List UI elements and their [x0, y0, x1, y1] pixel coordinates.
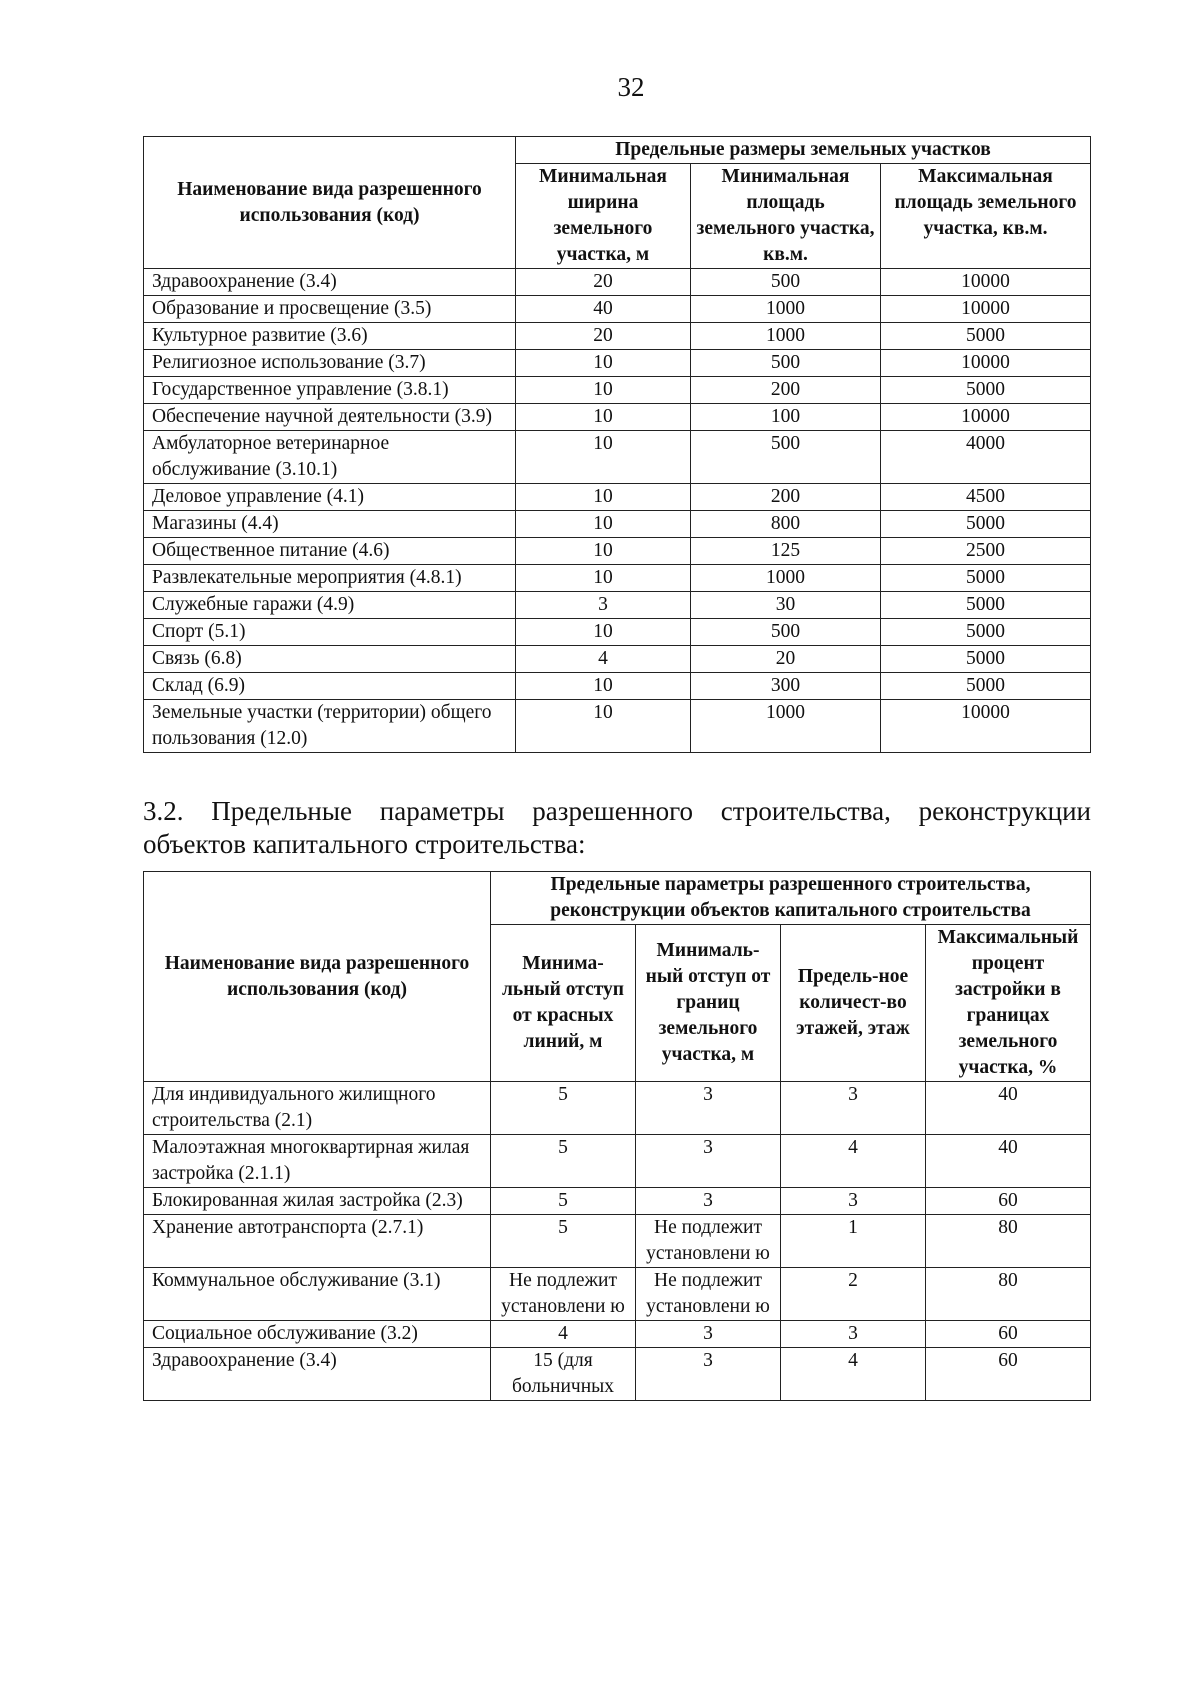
- max-floors-cell: 1: [781, 1215, 926, 1268]
- table-row: [144, 404, 1091, 431]
- min-width-cell: 10: [516, 377, 691, 404]
- row-name: Малоэтажная многоквартирная жилая застройка (2.1.1): [144, 1135, 491, 1188]
- row-name: Спорт (5.1): [144, 619, 516, 646]
- min-width-cell: 10: [516, 565, 691, 592]
- table-row: [144, 511, 1091, 538]
- table2-group-header: Предельные параметры разрешенного строительства, реконструкции объектов капитального строительства: [491, 872, 1091, 925]
- min-area-cell: 500: [691, 350, 881, 377]
- row-name: Склад (6.9): [144, 673, 516, 700]
- max-coverage-cell: 60: [926, 1321, 1091, 1348]
- section-heading-line1: 3.2. Предельные параметры разрешенного строительства, реконструкции: [143, 796, 1091, 826]
- table-row: [144, 323, 1091, 350]
- table-row: [144, 1321, 1091, 1348]
- max-area-cell: 10000: [881, 296, 1091, 323]
- land-plot-size-table: [143, 136, 1091, 753]
- max-floors-cell: 2: [781, 1268, 926, 1321]
- row-name: Магазины (4.4): [144, 511, 516, 538]
- min-area-cell: 1000: [691, 700, 881, 753]
- row-name: Религиозное использование (3.7): [144, 350, 516, 377]
- max-area-cell: 4000: [881, 431, 1091, 484]
- row-name: Социальное обслуживание (3.2): [144, 1321, 491, 1348]
- table-row: [144, 592, 1091, 619]
- min-width-cell: 10: [516, 511, 691, 538]
- row-name: Здравоохранение (3.4): [144, 1348, 491, 1401]
- red-line-setback-cell: 4: [491, 1321, 636, 1348]
- min-area-cell: 300: [691, 673, 881, 700]
- max-coverage-cell: 40: [926, 1082, 1091, 1135]
- red-line-setback-cell: 5: [491, 1188, 636, 1215]
- max-coverage-cell: 80: [926, 1268, 1091, 1321]
- min-area-cell: 500: [691, 269, 881, 296]
- max-area-cell: 4500: [881, 484, 1091, 511]
- table-row: [144, 673, 1091, 700]
- page-number: 32: [617, 72, 645, 102]
- max-area-cell: 5000: [881, 565, 1091, 592]
- min-width-cell: 10: [516, 484, 691, 511]
- boundary-setback-cell: Не подлежит установлени ю: [636, 1268, 781, 1321]
- max-area-cell: 10000: [881, 404, 1091, 431]
- row-name: Для индивидуального жилищного строительства (2.1): [144, 1082, 491, 1135]
- min-area-cell: 500: [691, 431, 881, 484]
- table-row: [144, 377, 1091, 404]
- max-coverage-cell: 40: [926, 1135, 1091, 1188]
- max-area-cell: 2500: [881, 538, 1091, 565]
- table-row: [144, 700, 1091, 753]
- boundary-setback-cell: 3: [636, 1348, 781, 1401]
- min-area-cell: 1000: [691, 296, 881, 323]
- min-area-cell: 125: [691, 538, 881, 565]
- boundary-setback-cell: 3: [636, 1188, 781, 1215]
- min-area-cell: 1000: [691, 323, 881, 350]
- max-floors-cell: 3: [781, 1082, 926, 1135]
- min-area-cell: 20: [691, 646, 881, 673]
- row-name: Обеспечение научной деятельности (3.9): [144, 404, 516, 431]
- max-area-cell: 10000: [881, 700, 1091, 753]
- table-row: [144, 269, 1091, 296]
- boundary-setback-cell: 3: [636, 1135, 781, 1188]
- min-area-cell: 800: [691, 511, 881, 538]
- max-area-cell: 5000: [881, 377, 1091, 404]
- boundary-setback-cell: 3: [636, 1321, 781, 1348]
- max-area-cell: 10000: [881, 269, 1091, 296]
- table-row: [144, 1082, 1091, 1135]
- row-name: Общественное питание (4.6): [144, 538, 516, 565]
- table2-col-max-coverage: Максимальный процент застройки в границах земельного участка, %: [926, 925, 1091, 1082]
- table-row: [144, 619, 1091, 646]
- table2-name-header: Наименование вида разрешенного использования (код): [144, 872, 491, 1082]
- table1-col-max-area: Максимальная площадь земельного участка, кв.м.: [881, 164, 1091, 269]
- table-row: [144, 1348, 1091, 1401]
- boundary-setback-cell: 3: [636, 1082, 781, 1135]
- table-row: [144, 1188, 1091, 1215]
- max-area-cell: 5000: [881, 592, 1091, 619]
- min-width-cell: 10: [516, 619, 691, 646]
- red-line-setback-cell: 5: [491, 1135, 636, 1188]
- min-width-cell: 20: [516, 323, 691, 350]
- table-row: [144, 565, 1091, 592]
- table-row: [144, 646, 1091, 673]
- max-area-cell: 10000: [881, 350, 1091, 377]
- red-line-setback-cell: Не подлежит установлени ю: [491, 1268, 636, 1321]
- max-floors-cell: 4: [781, 1348, 926, 1401]
- row-name: Служебные гаражи (4.9): [144, 592, 516, 619]
- min-area-cell: 200: [691, 484, 881, 511]
- section-heading-line2: объектов капитального строительства:: [143, 829, 586, 859]
- table2-col-boundary-setback: Минималь-ный отступ от границ земельного участка, м: [636, 925, 781, 1082]
- table-row: [144, 1268, 1091, 1321]
- max-floors-cell: 4: [781, 1135, 926, 1188]
- row-name: Здравоохранение (3.4): [144, 269, 516, 296]
- table1-name-header: Наименование вида разрешенного использования (код): [144, 137, 516, 269]
- max-coverage-cell: 60: [926, 1348, 1091, 1401]
- max-area-cell: 5000: [881, 619, 1091, 646]
- min-area-cell: 1000: [691, 565, 881, 592]
- row-name: Деловое управление (4.1): [144, 484, 516, 511]
- boundary-setback-cell: Не подлежит установлени ю: [636, 1215, 781, 1268]
- table1-group-header: Предельные размеры земельных участков: [516, 137, 1091, 164]
- min-width-cell: 10: [516, 538, 691, 565]
- table-row: [144, 1215, 1091, 1268]
- max-area-cell: 5000: [881, 646, 1091, 673]
- section-heading: [143, 795, 1091, 861]
- min-width-cell: 20: [516, 269, 691, 296]
- max-area-cell: 5000: [881, 323, 1091, 350]
- table-row: [144, 538, 1091, 565]
- min-area-cell: 100: [691, 404, 881, 431]
- row-name: Образование и просвещение (3.5): [144, 296, 516, 323]
- row-name: Хранение автотранспорта (2.7.1): [144, 1215, 491, 1268]
- table-row: [144, 431, 1091, 484]
- red-line-setback-cell: 5: [491, 1082, 636, 1135]
- min-width-cell: 10: [516, 700, 691, 753]
- row-name: Государственное управление (3.8.1): [144, 377, 516, 404]
- table-row: [144, 350, 1091, 377]
- min-area-cell: 500: [691, 619, 881, 646]
- min-width-cell: 4: [516, 646, 691, 673]
- max-area-cell: 5000: [881, 673, 1091, 700]
- min-area-cell: 200: [691, 377, 881, 404]
- min-area-cell: 30: [691, 592, 881, 619]
- row-name: Культурное развитие (3.6): [144, 323, 516, 350]
- table-row: [144, 1135, 1091, 1188]
- max-area-cell: 5000: [881, 511, 1091, 538]
- min-width-cell: 40: [516, 296, 691, 323]
- row-name: Развлекательные мероприятия (4.8.1): [144, 565, 516, 592]
- red-line-setback-cell: 15 (для больничных: [491, 1348, 636, 1401]
- row-name: Земельные участки (территории) общего пользования (12.0): [144, 700, 516, 753]
- table1-col-min-area: Минимальная площадь земельного участка, кв.м.: [691, 164, 881, 269]
- row-name: Связь (6.8): [144, 646, 516, 673]
- max-floors-cell: 3: [781, 1188, 926, 1215]
- min-width-cell: 10: [516, 350, 691, 377]
- table2-col-max-floors: Предель-ное количест-во этажей, этаж: [781, 925, 926, 1082]
- min-width-cell: 10: [516, 404, 691, 431]
- table1-col-min-width: Минимальная ширина земельного участка, м: [516, 164, 691, 269]
- row-name: Коммунальное обслуживание (3.1): [144, 1268, 491, 1321]
- min-width-cell: 10: [516, 673, 691, 700]
- min-width-cell: 10: [516, 431, 691, 484]
- max-coverage-cell: 80: [926, 1215, 1091, 1268]
- red-line-setback-cell: 5: [491, 1215, 636, 1268]
- max-coverage-cell: 60: [926, 1188, 1091, 1215]
- construction-parameters-table: [143, 871, 1091, 1401]
- row-name: Амбулаторное ветеринарное обслуживание (3.10.1): [144, 431, 516, 484]
- max-floors-cell: 3: [781, 1321, 926, 1348]
- row-name: Блокированная жилая застройка (2.3): [144, 1188, 491, 1215]
- table2-col-red-line-setback: Минима-льный отступ от красных линий, м: [491, 925, 636, 1082]
- table-row: [144, 484, 1091, 511]
- min-width-cell: 3: [516, 592, 691, 619]
- table-row: [144, 296, 1091, 323]
